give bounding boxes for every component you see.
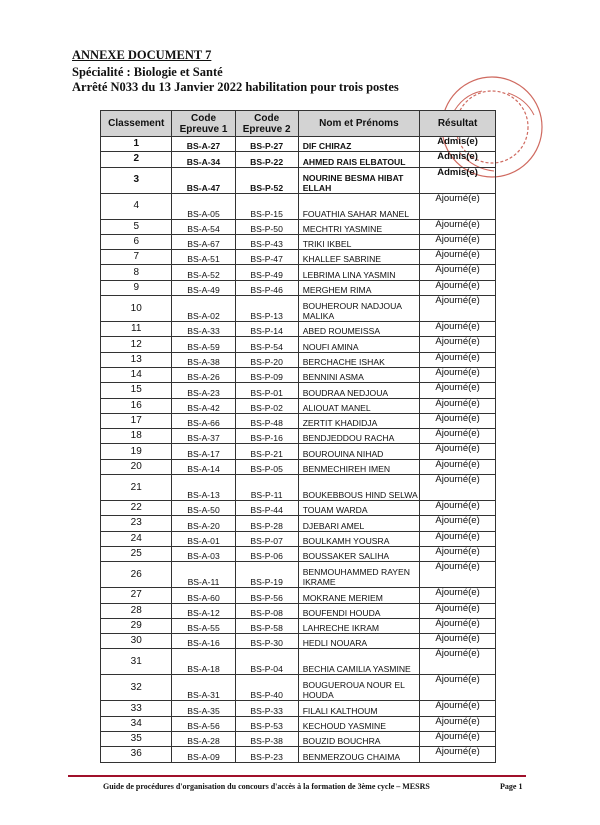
code-epreuve-2-cell: BS-P-47: [235, 250, 298, 265]
table-row: [101, 152, 496, 167]
result-cell: Ajourné(e): [420, 337, 496, 352]
table-row: [101, 546, 496, 561]
code-epreuve-1-cell: BS-A-67: [172, 234, 235, 249]
code-epreuve-1-cell: BS-A-11: [172, 562, 235, 588]
result-cell: Admis(e): [420, 167, 496, 193]
name-cell: LAHRECHE IKRAM: [298, 618, 419, 633]
code-epreuve-2-cell: BS-P-49: [235, 265, 298, 280]
code-epreuve-2-cell: BS-P-02: [235, 398, 298, 413]
code-epreuve-1-cell: BS-A-42: [172, 398, 235, 413]
name-cell: NOURINE BESMA HIBAT ELLAH: [298, 167, 419, 193]
speciality-line: Spécialité : Biologie et Santé: [72, 65, 223, 79]
rank-cell: 28: [101, 603, 172, 618]
result-cell: Admis(e): [420, 137, 496, 152]
table-row: [101, 588, 496, 603]
code-epreuve-2-cell: BS-P-08: [235, 603, 298, 618]
table-row: [101, 531, 496, 546]
result-cell: Ajourné(e): [420, 367, 496, 382]
name-cell: BERCHACHE ISHAK: [298, 352, 419, 367]
result-cell: Ajourné(e): [420, 413, 496, 428]
code-epreuve-2-cell: BS-P-05: [235, 459, 298, 474]
name-cell: KECHOUD YASMINE: [298, 716, 419, 731]
rank-cell: 13: [101, 352, 172, 367]
code-epreuve-2-cell: BS-P-19: [235, 562, 298, 588]
result-cell: Ajourné(e): [420, 546, 496, 561]
name-cell: FOUATHIA SAHAR MANEL: [298, 193, 419, 219]
code-epreuve-2-cell: BS-P-07: [235, 531, 298, 546]
rank-cell: 4: [101, 193, 172, 219]
name-cell: DIF CHIRAZ: [298, 137, 419, 152]
code-epreuve-1-cell: BS-A-05: [172, 193, 235, 219]
name-cell: BOUFENDI HOUDA: [298, 603, 419, 618]
name-cell: BOULKAMH YOUSRA: [298, 531, 419, 546]
footer-rule: [68, 775, 526, 777]
name-cell: BENMERZOUG CHAIMA: [298, 747, 419, 762]
table-row: [101, 265, 496, 280]
name-cell: HEDLI NOUARA: [298, 634, 419, 649]
result-cell: Ajourné(e): [420, 701, 496, 716]
rank-cell: 11: [101, 322, 172, 337]
rank-cell: 7: [101, 250, 172, 265]
table-row: [101, 337, 496, 352]
rank-cell: 24: [101, 531, 172, 546]
table-row: [101, 649, 496, 675]
rank-cell: 17: [101, 413, 172, 428]
rank-cell: 35: [101, 732, 172, 747]
result-cell: Ajourné(e): [420, 603, 496, 618]
rank-cell: 32: [101, 675, 172, 701]
rank-cell: 21: [101, 475, 172, 501]
code-epreuve-2-cell: BS-P-01: [235, 383, 298, 398]
rank-cell: 2: [101, 152, 172, 167]
table-row: [101, 234, 496, 249]
result-cell: Ajourné(e): [420, 265, 496, 280]
table-row: [101, 383, 496, 398]
header-classement: Classement: [101, 111, 172, 137]
code-epreuve-2-cell: BS-P-21: [235, 444, 298, 459]
code-epreuve-2-cell: BS-P-27: [235, 137, 298, 152]
name-cell: BOUZID BOUCHRA: [298, 732, 419, 747]
result-cell: Ajourné(e): [420, 219, 496, 234]
name-cell: BENMECHIREH IMEN: [298, 459, 419, 474]
code-epreuve-1-cell: BS-A-26: [172, 367, 235, 382]
code-epreuve-1-cell: BS-A-60: [172, 588, 235, 603]
code-epreuve-2-cell: BS-P-28: [235, 516, 298, 531]
result-cell: Ajourné(e): [420, 618, 496, 633]
result-cell: Ajourné(e): [420, 459, 496, 474]
result-cell: Ajourné(e): [420, 501, 496, 516]
name-cell: BENNINI ASMA: [298, 367, 419, 382]
rank-cell: 29: [101, 618, 172, 633]
result-cell: Ajourné(e): [420, 649, 496, 675]
code-epreuve-2-cell: BS-P-53: [235, 716, 298, 731]
table-row: [101, 280, 496, 295]
code-epreuve-1-cell: BS-A-01: [172, 531, 235, 546]
name-cell: BOUGUEROUA NOUR EL HOUDA: [298, 675, 419, 701]
header-resultat: Résultat: [420, 111, 496, 137]
code-epreuve-1-cell: BS-A-33: [172, 322, 235, 337]
code-epreuve-1-cell: BS-A-66: [172, 413, 235, 428]
code-epreuve-1-cell: BS-A-59: [172, 337, 235, 352]
code-epreuve-2-cell: BS-P-54: [235, 337, 298, 352]
code-epreuve-2-cell: BS-P-13: [235, 296, 298, 322]
rank-cell: 33: [101, 701, 172, 716]
code-epreuve-1-cell: BS-A-55: [172, 618, 235, 633]
rank-cell: 34: [101, 716, 172, 731]
code-epreuve-1-cell: BS-A-51: [172, 250, 235, 265]
code-epreuve-1-cell: BS-A-38: [172, 352, 235, 367]
rank-cell: 30: [101, 634, 172, 649]
name-cell: BOUHEROUR NADJOUA MALIKA: [298, 296, 419, 322]
code-epreuve-2-cell: BS-P-44: [235, 501, 298, 516]
code-epreuve-2-cell: BS-P-43: [235, 234, 298, 249]
table-row: [101, 193, 496, 219]
code-epreuve-1-cell: BS-A-09: [172, 747, 235, 762]
table-row: [101, 367, 496, 382]
code-epreuve-1-cell: BS-A-02: [172, 296, 235, 322]
code-epreuve-1-cell: BS-A-03: [172, 546, 235, 561]
result-cell: Ajourné(e): [420, 716, 496, 731]
rank-cell: 6: [101, 234, 172, 249]
table-row: [101, 675, 496, 701]
name-cell: NOUFI AMINA: [298, 337, 419, 352]
result-cell: Ajourné(e): [420, 634, 496, 649]
result-cell: Ajourné(e): [420, 588, 496, 603]
name-cell: AHMED RAIS ELBATOUL: [298, 152, 419, 167]
rank-cell: 1: [101, 137, 172, 152]
code-epreuve-2-cell: BS-P-11: [235, 475, 298, 501]
result-cell: Ajourné(e): [420, 193, 496, 219]
annex-title: ANNEXE DOCUMENT 7: [72, 48, 212, 62]
table-row: [101, 444, 496, 459]
code-epreuve-2-cell: BS-P-56: [235, 588, 298, 603]
header-nom-prenoms: Nom et Prénoms: [298, 111, 419, 137]
result-cell: Admis(e): [420, 152, 496, 167]
code-epreuve-2-cell: BS-P-04: [235, 649, 298, 675]
rank-cell: 23: [101, 516, 172, 531]
rank-cell: 36: [101, 747, 172, 762]
code-epreuve-2-cell: BS-P-38: [235, 732, 298, 747]
code-epreuve-1-cell: BS-A-56: [172, 716, 235, 731]
result-cell: Ajourné(e): [420, 732, 496, 747]
rank-cell: 19: [101, 444, 172, 459]
rank-cell: 9: [101, 280, 172, 295]
code-epreuve-2-cell: BS-P-22: [235, 152, 298, 167]
code-epreuve-1-cell: BS-A-20: [172, 516, 235, 531]
rank-cell: 5: [101, 219, 172, 234]
result-cell: Ajourné(e): [420, 352, 496, 367]
rank-cell: 26: [101, 562, 172, 588]
code-epreuve-1-cell: BS-A-34: [172, 152, 235, 167]
table-row: [101, 501, 496, 516]
code-epreuve-1-cell: BS-A-18: [172, 649, 235, 675]
rank-cell: 10: [101, 296, 172, 322]
code-epreuve-2-cell: BS-P-46: [235, 280, 298, 295]
table-row: [101, 562, 496, 588]
table-row: [101, 475, 496, 501]
name-cell: TOUAM WARDA: [298, 501, 419, 516]
result-cell: Ajourné(e): [420, 398, 496, 413]
code-epreuve-2-cell: BS-P-52: [235, 167, 298, 193]
code-epreuve-1-cell: BS-A-13: [172, 475, 235, 501]
rank-cell: 16: [101, 398, 172, 413]
code-epreuve-1-cell: BS-A-27: [172, 137, 235, 152]
result-cell: Ajourné(e): [420, 322, 496, 337]
table-row: [101, 167, 496, 193]
name-cell: ABED ROUMEISSA: [298, 322, 419, 337]
code-epreuve-2-cell: BS-P-33: [235, 701, 298, 716]
result-cell: Ajourné(e): [420, 234, 496, 249]
footer-page-number: Page 1: [500, 782, 523, 791]
header-code-epreuve-2: Code Epreuve 2: [235, 111, 298, 137]
code-epreuve-2-cell: BS-P-48: [235, 413, 298, 428]
table-row: [101, 137, 496, 152]
result-cell: Ajourné(e): [420, 747, 496, 762]
rank-cell: 15: [101, 383, 172, 398]
name-cell: BOUDRAA NEDJOUA: [298, 383, 419, 398]
code-epreuve-2-cell: BS-P-09: [235, 367, 298, 382]
code-epreuve-1-cell: BS-A-52: [172, 265, 235, 280]
table-row: [101, 732, 496, 747]
name-cell: TRIKI IKBEL: [298, 234, 419, 249]
table-row: [101, 352, 496, 367]
code-epreuve-1-cell: BS-A-35: [172, 701, 235, 716]
code-epreuve-1-cell: BS-A-16: [172, 634, 235, 649]
table-row: [101, 429, 496, 444]
rank-cell: 12: [101, 337, 172, 352]
name-cell: KHALLEF SABRINE: [298, 250, 419, 265]
result-cell: Ajourné(e): [420, 531, 496, 546]
code-epreuve-2-cell: BS-P-50: [235, 219, 298, 234]
rank-cell: 18: [101, 429, 172, 444]
rank-cell: 8: [101, 265, 172, 280]
table-row: [101, 634, 496, 649]
footer-guide-text: Guide de procédures d'organisation du concours d'accès à la formation de 3ème cycle – MESRS: [103, 782, 430, 791]
code-epreuve-1-cell: BS-A-14: [172, 459, 235, 474]
table-row: [101, 413, 496, 428]
result-cell: Ajourné(e): [420, 562, 496, 588]
code-epreuve-2-cell: BS-P-58: [235, 618, 298, 633]
code-epreuve-1-cell: BS-A-12: [172, 603, 235, 618]
name-cell: MOKRANE MERIEM: [298, 588, 419, 603]
result-cell: Ajourné(e): [420, 429, 496, 444]
result-cell: Ajourné(e): [420, 516, 496, 531]
code-epreuve-2-cell: BS-P-14: [235, 322, 298, 337]
table-row: [101, 603, 496, 618]
code-epreuve-2-cell: BS-P-20: [235, 352, 298, 367]
result-cell: Ajourné(e): [420, 675, 496, 701]
result-cell: Ajourné(e): [420, 383, 496, 398]
table-row: [101, 398, 496, 413]
rank-cell: 27: [101, 588, 172, 603]
code-epreuve-1-cell: BS-A-37: [172, 429, 235, 444]
table-row: [101, 219, 496, 234]
rank-cell: 22: [101, 501, 172, 516]
name-cell: BOUROUINA NIHAD: [298, 444, 419, 459]
name-cell: ZERTIT KHADIDJA: [298, 413, 419, 428]
table-row: [101, 516, 496, 531]
results-table: [100, 110, 496, 763]
table-row: [101, 747, 496, 762]
header-code-epreuve-1: Code Epreuve 1: [172, 111, 235, 137]
code-epreuve-1-cell: BS-A-31: [172, 675, 235, 701]
result-cell: Ajourné(e): [420, 475, 496, 501]
rank-cell: 3: [101, 167, 172, 193]
code-epreuve-2-cell: BS-P-30: [235, 634, 298, 649]
code-epreuve-1-cell: BS-A-54: [172, 219, 235, 234]
rank-cell: 20: [101, 459, 172, 474]
name-cell: FILALI KALTHOUM: [298, 701, 419, 716]
code-epreuve-1-cell: BS-A-23: [172, 383, 235, 398]
name-cell: BENDJEDDOU RACHA: [298, 429, 419, 444]
table-row: [101, 618, 496, 633]
arrete-line: Arrêté N033 du 13 Janvier 2022 habilitation pour trois postes: [72, 80, 399, 94]
name-cell: ALIOUAT MANEL: [298, 398, 419, 413]
table-row: [101, 322, 496, 337]
result-cell: Ajourné(e): [420, 296, 496, 322]
code-epreuve-2-cell: BS-P-15: [235, 193, 298, 219]
rank-cell: 31: [101, 649, 172, 675]
code-epreuve-1-cell: BS-A-17: [172, 444, 235, 459]
name-cell: BENMOUHAMMED RAYEN IKRAME: [298, 562, 419, 588]
name-cell: BOUKEBBOUS HIND SELWA: [298, 475, 419, 501]
name-cell: BOUSSAKER SALIHA: [298, 546, 419, 561]
result-cell: Ajourné(e): [420, 444, 496, 459]
name-cell: MERGHEM RIMA: [298, 280, 419, 295]
table-row: [101, 250, 496, 265]
rank-cell: 14: [101, 367, 172, 382]
code-epreuve-1-cell: BS-A-28: [172, 732, 235, 747]
result-cell: Ajourné(e): [420, 280, 496, 295]
table-row: [101, 701, 496, 716]
code-epreuve-1-cell: BS-A-47: [172, 167, 235, 193]
table-row: [101, 716, 496, 731]
table-row: [101, 296, 496, 322]
table-row: [101, 459, 496, 474]
rank-cell: 25: [101, 546, 172, 561]
code-epreuve-1-cell: BS-A-49: [172, 280, 235, 295]
code-epreuve-2-cell: BS-P-23: [235, 747, 298, 762]
name-cell: DJEBARI AMEL: [298, 516, 419, 531]
code-epreuve-2-cell: BS-P-16: [235, 429, 298, 444]
code-epreuve-2-cell: BS-P-06: [235, 546, 298, 561]
results-table-body: [101, 137, 496, 763]
name-cell: MECHTRI YASMINE: [298, 219, 419, 234]
name-cell: LEBRIMA LINA YASMIN: [298, 265, 419, 280]
name-cell: BECHIA CAMILIA YASMINE: [298, 649, 419, 675]
result-cell: Ajourné(e): [420, 250, 496, 265]
code-epreuve-2-cell: BS-P-40: [235, 675, 298, 701]
code-epreuve-1-cell: BS-A-50: [172, 501, 235, 516]
